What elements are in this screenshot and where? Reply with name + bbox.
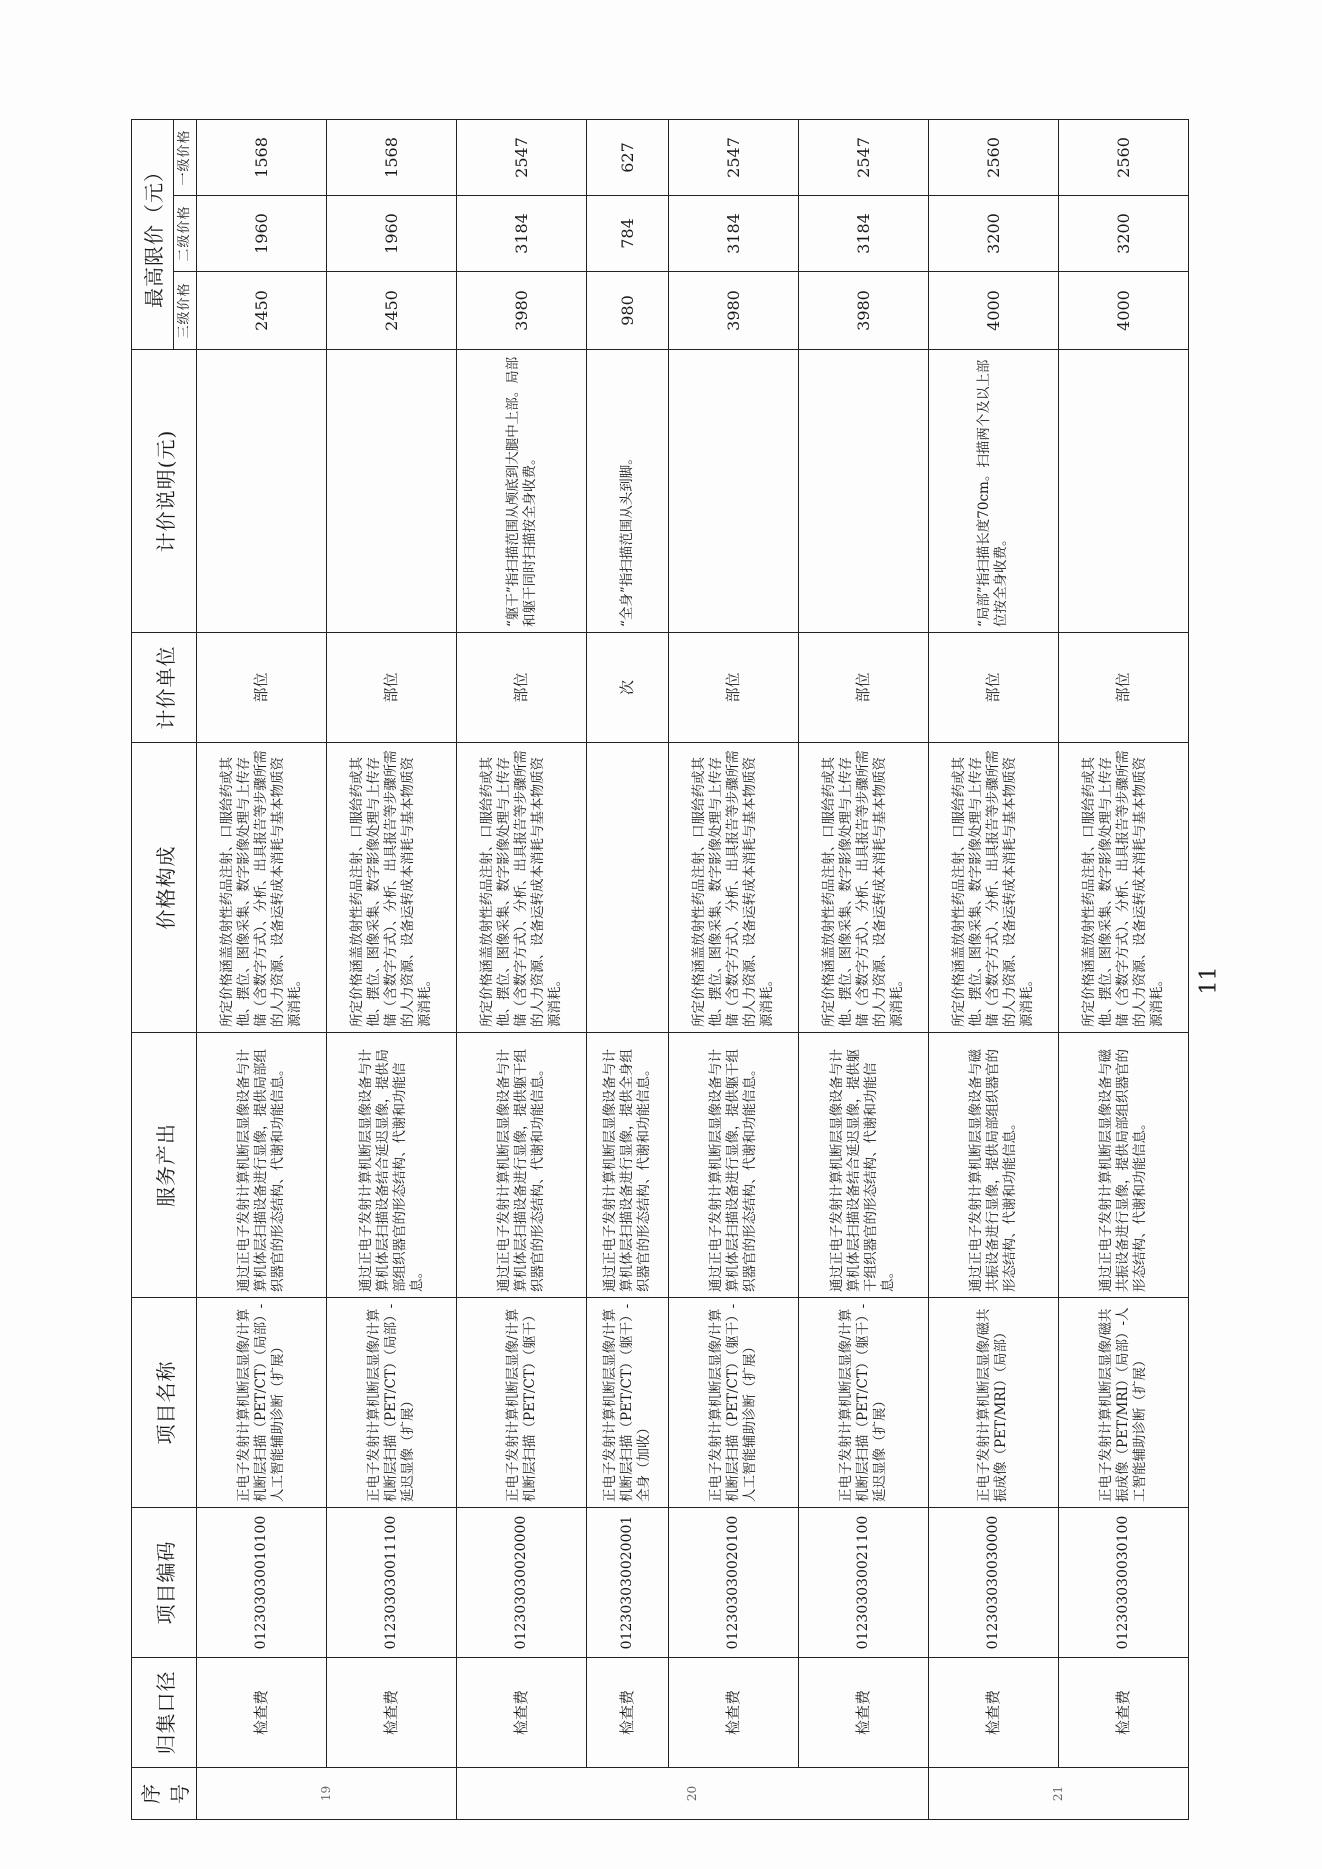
row-name: 正电子发射计算机断层显像/磁共振成像（PET/MRI）（局部） — [928, 1298, 1058, 1508]
row-category: 检查费 — [798, 1658, 928, 1768]
row-code: 012303030010100 — [197, 1508, 327, 1658]
row-price-level3: 980 — [587, 272, 669, 350]
header-level2: 二级价格 — [173, 196, 196, 272]
row-price-level3: 2450 — [327, 272, 457, 350]
row-output: 通过正电子发射计算机断层显像设备与计算机体层扫描设备结合延迟显像，提供局部组织器官的形态结构、代谢和功能信息。 — [327, 1033, 457, 1298]
rotated-table-wrapper — [131, 120, 1180, 1820]
header-name: 项目名称 — [132, 1298, 197, 1508]
row-note: “局部”指扫描长度70cm。扫描两个及以上部位按全身收费。 — [928, 350, 1058, 633]
row-seq: 19 — [197, 1768, 457, 1820]
row-composition: 所定价格涵盖放射性药品注射、口服给药或其他、摆位、图像采集、数字影像处理与上传存储（含数字方式）、分析、出具报告等步骤所需的人力资源、设备运转成本消耗与基本物质资源消耗。 — [798, 743, 928, 1033]
row-unit: 部位 — [457, 633, 587, 743]
row-composition: 所定价格涵盖放射性药品注射、口服给药或其他、摆位、图像采集、数字影像处理与上传存储（含数字方式）、分析、出具报告等步骤所需的人力资源、设备运转成本消耗与基本物质资源消耗。 — [1058, 743, 1188, 1033]
row-category: 检查费 — [1058, 1658, 1188, 1768]
row-price-level3: 3980 — [457, 272, 587, 350]
row-note — [798, 350, 928, 633]
header-max-price: 最高限价（元） — [132, 119, 174, 349]
row-unit: 部位 — [327, 633, 457, 743]
row-note — [197, 350, 327, 633]
row-unit: 部位 — [197, 633, 327, 743]
header-unit: 计价单位 — [132, 633, 197, 743]
row-price-level2: 3184 — [798, 196, 928, 272]
table-row — [928, 119, 1058, 1819]
row-unit: 部位 — [798, 633, 928, 743]
row-unit: 部位 — [928, 633, 1058, 743]
row-price-level2: 1960 — [327, 196, 457, 272]
row-price-level3: 2450 — [197, 272, 327, 350]
row-category: 检查费 — [327, 1658, 457, 1768]
row-seq: 20 — [457, 1768, 929, 1820]
row-output: 通过正电子发射计算机断层显像设备与磁共振设备进行显像，提供局部组织器官的形态结构、代谢和功能信息。 — [928, 1033, 1058, 1298]
row-price-level2: 3184 — [457, 196, 587, 272]
row-price-level3: 3980 — [668, 272, 798, 350]
row-price-level1: 2560 — [1058, 119, 1188, 195]
price-table — [131, 119, 1189, 1820]
row-composition: 所定价格涵盖放射性药品注射、口服给药或其他、摆位、图像采集、数字影像处理与上传存储（含数字方式）、分析、出具报告等步骤所需的人力资源、设备运转成本消耗与基本物质资源消耗。 — [928, 743, 1058, 1033]
header-row — [132, 119, 174, 1819]
row-price-level1: 2547 — [798, 119, 928, 195]
row-code: 012303030011100 — [327, 1508, 457, 1658]
row-code: 012303030020100 — [668, 1508, 798, 1658]
row-note — [668, 350, 798, 633]
header-note: 计价说明(元) — [132, 350, 197, 633]
row-output: 通过正电子发射计算机断层显像设备与磁共振设备进行显像，提供局部组织器官的形态结构、代谢和功能信息。 — [1058, 1033, 1188, 1298]
row-category: 检查费 — [457, 1658, 587, 1768]
row-composition: 所定价格涵盖放射性药品注射、口服给药或其他、摆位、图像采集、数字影像处理与上传存储（含数字方式）、分析、出具报告等步骤所需的人力资源、设备运转成本消耗与基本物质资源消耗。 — [457, 743, 587, 1033]
row-price-level1: 2547 — [457, 119, 587, 195]
row-note: “躯干”指扫描范围从颅底到大腿中上部。局部和躯干同时扫描按全身收费。 — [457, 350, 587, 633]
row-price-level2: 3200 — [1058, 196, 1188, 272]
table-row — [668, 119, 798, 1819]
row-name: 正电子发射计算机断层显像/计算机断层扫描（PET/CT）（躯干）-全身（加收） — [587, 1298, 669, 1508]
row-price-level3: 4000 — [928, 272, 1058, 350]
row-category: 检查费 — [587, 1658, 669, 1768]
header-output: 服务产出 — [132, 1033, 197, 1298]
row-name: 正电子发射计算机断层显像/计算机断层扫描（PET/CT）（躯干） — [457, 1298, 587, 1508]
row-price-level1: 627 — [587, 119, 669, 195]
row-price-level1: 2547 — [668, 119, 798, 195]
row-code: 012303030020000 — [457, 1508, 587, 1658]
row-price-level2: 1960 — [197, 196, 327, 272]
row-price-level2: 784 — [587, 196, 669, 272]
row-seq: 21 — [928, 1768, 1188, 1820]
row-price-level1: 1568 — [327, 119, 457, 195]
row-code: 012303030030100 — [1058, 1508, 1188, 1658]
row-unit: 部位 — [668, 633, 798, 743]
row-category: 检查费 — [197, 1658, 327, 1768]
row-output: 通过正电子发射计算机断层显像设备与计算机体层扫描设备进行显像，提供躯干组织器官的形态结构、代谢和功能信息。 — [457, 1033, 587, 1298]
row-category: 检查费 — [668, 1658, 798, 1768]
row-output: 通过正电子发射计算机断层显像设备与计算机体层扫描设备进行显像，提供躯干组织器官的形态结构、代谢和功能信息。 — [668, 1033, 798, 1298]
row-output: 通过正电子发射计算机断层显像设备与计算机体层扫描设备进行显像，提供全身组织器官的形态结构、代谢和功能信息。 — [587, 1033, 669, 1298]
row-unit: 部位 — [1058, 633, 1188, 743]
row-price-level3: 4000 — [1058, 272, 1188, 350]
header-code: 项目编码 — [132, 1508, 197, 1658]
row-note — [1058, 350, 1188, 633]
header-level1: 一级价格 — [173, 119, 196, 195]
row-note: “全身”指扫描范围从头到脚。 — [587, 350, 669, 633]
row-output: 通过正电子发射计算机断层显像设备与计算机体层扫描设备进行显像，提供局部组织器官的形态结构、代谢和功能信息。 — [197, 1033, 327, 1298]
table-row — [197, 119, 327, 1819]
row-unit: 次 — [587, 633, 669, 743]
page-number: 11 — [1196, 966, 1222, 995]
row-composition: 所定价格涵盖放射性药品注射、口服给药或其他、摆位、图像采集、数字影像处理与上传存储（含数字方式）、分析、出具报告等步骤所需的人力资源、设备运转成本消耗与基本物质资源消耗。 — [327, 743, 457, 1033]
table-row — [798, 119, 928, 1819]
row-composition: 所定价格涵盖放射性药品注射、口服给药或其他、摆位、图像采集、数字影像处理与上传存储（含数字方式）、分析、出具报告等步骤所需的人力资源、设备运转成本消耗与基本物质资源消耗。 — [197, 743, 327, 1033]
row-name: 正电子发射计算机断层显像/计算机断层扫描（PET/CT）（躯干）-延迟显像（扩展） — [798, 1298, 928, 1508]
row-name: 正电子发射计算机断层显像/计算机断层扫描（PET/CT）（躯干）-人工智能辅助诊断（扩展） — [668, 1298, 798, 1508]
header-composition: 价格构成 — [132, 743, 197, 1033]
table-row — [1058, 119, 1188, 1819]
row-note — [327, 350, 457, 633]
row-code: 012303030030000 — [928, 1508, 1058, 1658]
row-price-level3: 3980 — [798, 272, 928, 350]
header-seq: 序号 — [132, 1768, 197, 1820]
row-name: 正电子发射计算机断层显像/计算机断层扫描（PET/CT）（局部）-人工智能辅助诊断（扩展） — [197, 1298, 327, 1508]
table-row — [457, 119, 587, 1819]
row-composition — [587, 743, 669, 1033]
row-composition: 所定价格涵盖放射性药品注射、口服给药或其他、摆位、图像采集、数字影像处理与上传存储（含数字方式）、分析、出具报告等步骤所需的人力资源、设备运转成本消耗与基本物质资源消耗。 — [668, 743, 798, 1033]
row-name: 正电子发射计算机断层显像/计算机断层扫描（PET/CT）（局部）-延迟显像（扩展） — [327, 1298, 457, 1508]
row-code: 012303030020001 — [587, 1508, 669, 1658]
row-output: 通过正电子发射计算机断层显像设备与计算机体层扫描设备结合延迟显像，提供躯干组织器官的形态结构、代谢和功能信息。 — [798, 1033, 928, 1298]
table-row — [587, 119, 669, 1819]
row-price-level1: 2560 — [928, 119, 1058, 195]
row-price-level1: 1568 — [197, 119, 327, 195]
row-price-level2: 3184 — [668, 196, 798, 272]
row-price-level2: 3200 — [928, 196, 1058, 272]
row-category: 检查费 — [928, 1658, 1058, 1768]
table-row — [327, 119, 457, 1819]
header-category: 归集口径 — [132, 1658, 197, 1768]
row-code: 012303030021100 — [798, 1508, 928, 1658]
header-level3: 三级价格 — [173, 272, 196, 350]
row-name: 正电子发射计算机断层显像/磁共振成像（PET/MRI）（局部）-人工智能辅助诊断（扩展） — [1058, 1298, 1188, 1508]
